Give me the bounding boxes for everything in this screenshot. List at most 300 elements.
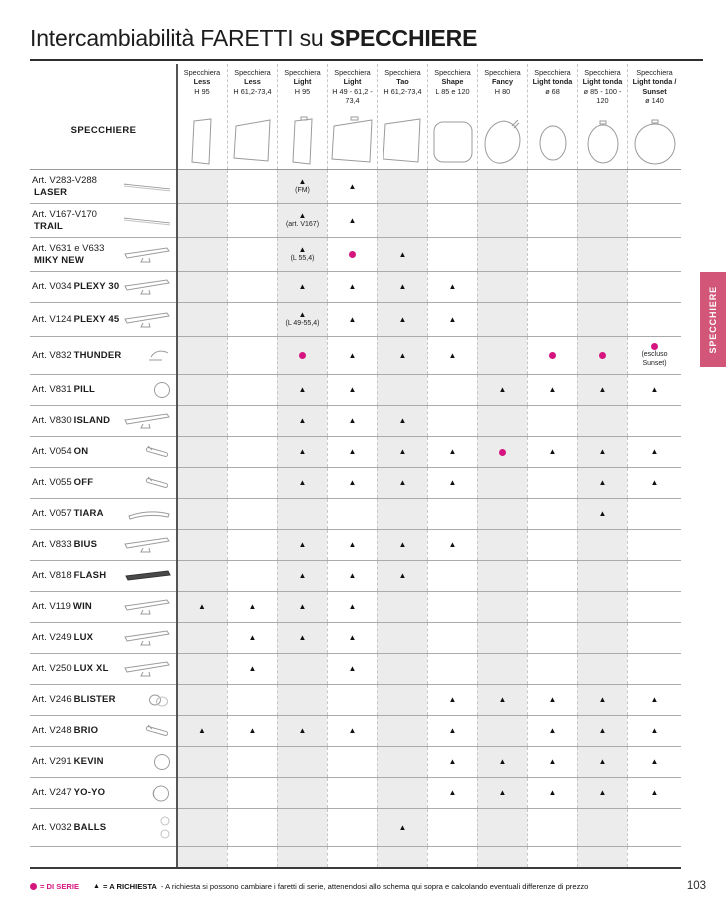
compat-cell [577, 204, 627, 237]
legend-note: - A richiesta si possono cambiare i faretti di serie, attenendosi allo schema qui sopra e calcolando eventuali differenze di prezzo [160, 881, 589, 891]
triangle-mark: ▲ [598, 757, 607, 766]
compat-cell [527, 406, 577, 436]
dot-mark [549, 352, 556, 359]
product-icon [123, 721, 177, 741]
compat-cell [177, 747, 227, 777]
compat-cell [627, 375, 681, 405]
compat-cell [177, 499, 227, 529]
row-label-text [30, 787, 123, 798]
mirror-shape-icon [478, 114, 527, 169]
table-row [30, 778, 681, 809]
row-product-name: TIARA [73, 508, 104, 520]
compat-cell [477, 747, 527, 777]
compat-cell [577, 847, 627, 867]
compat-cell [527, 685, 577, 715]
compat-cell [627, 654, 681, 684]
compat-cell [577, 809, 627, 846]
triangle-mark: ▲ [448, 726, 457, 735]
compat-cell [427, 809, 477, 846]
triangle-mark: ▲ [348, 478, 357, 487]
triangle-mark: ▲ [348, 726, 357, 735]
table-row [30, 623, 681, 654]
compat-cell [377, 847, 427, 867]
row-label-text [30, 725, 123, 736]
column-header [377, 64, 427, 169]
row-label-text [30, 663, 123, 674]
row-label [30, 592, 177, 622]
row-label-text [30, 601, 123, 612]
compat-cell [177, 303, 227, 336]
compat-cell [577, 685, 627, 715]
compat-cell [277, 685, 327, 715]
compat-cell [327, 303, 377, 336]
triangle-mark: ▲ [298, 176, 307, 186]
table-row [30, 530, 681, 561]
compat-cell [227, 778, 277, 808]
triangle-mark: ▲ [398, 478, 407, 487]
mirror-shape-icon [177, 114, 227, 169]
compat-cell [577, 623, 627, 653]
column-header [227, 64, 277, 169]
column-brand: Specchiera [534, 68, 571, 77]
product-icon [123, 753, 177, 771]
compat-cell [377, 747, 427, 777]
triangle-mark: ▲ [398, 249, 407, 259]
compat-cell [427, 654, 477, 684]
compat-cell [377, 468, 427, 498]
table-row [30, 375, 681, 406]
column-header [627, 64, 681, 169]
table-row [30, 499, 681, 530]
compat-cell [277, 561, 327, 591]
compat-cell [427, 406, 477, 436]
compat-cell [527, 623, 577, 653]
table-row [30, 685, 681, 716]
table-row [30, 747, 681, 778]
compat-cell [427, 204, 477, 237]
column-name: Light [343, 77, 362, 87]
compat-cell [377, 809, 427, 846]
column-title [628, 64, 681, 114]
compat-cell [527, 303, 577, 336]
triangle-mark: ▲ [298, 416, 307, 425]
triangle-mark: ▲ [398, 416, 407, 425]
triangle-mark: ▲ [650, 478, 659, 487]
row-label [30, 499, 177, 529]
compat-cell [477, 406, 527, 436]
compat-cell [427, 468, 477, 498]
legend-triangle-icon: ▲ [93, 882, 100, 890]
compat-cell [327, 654, 377, 684]
triangle-mark: ▲ [650, 757, 659, 766]
row-product-name: PLEXY 45 [73, 313, 120, 325]
compat-cell [527, 375, 577, 405]
row-label-text [30, 175, 123, 198]
row-product-name: LUX [73, 632, 94, 644]
compat-cell [377, 238, 427, 271]
compat-cell [177, 654, 227, 684]
row-label-text [30, 243, 123, 266]
compat-cell [227, 337, 277, 374]
row-product-name: BRIO [73, 725, 99, 737]
row-label-text [30, 350, 123, 361]
triangle-mark: ▲ [650, 385, 659, 394]
compat-cell [527, 337, 577, 374]
column-title [177, 64, 227, 114]
triangle-mark: ▲ [298, 633, 307, 642]
column-size: H 49 - 61,2 - 73,4 [332, 86, 373, 106]
mirror-shape-icon [328, 114, 377, 169]
row-product-name: TRAIL [34, 220, 63, 232]
row-label-text [30, 508, 123, 519]
compat-cell [477, 303, 527, 336]
table-row [30, 592, 681, 623]
row-label-text [30, 632, 123, 643]
compat-cell [277, 809, 327, 846]
compat-cell [477, 468, 527, 498]
row-label-text [30, 415, 123, 426]
compat-cell [477, 592, 527, 622]
row-label-text [30, 570, 123, 581]
mirror-shape-icon [628, 114, 681, 169]
row-label [30, 530, 177, 560]
row-product-name: LASER [34, 186, 68, 198]
compat-cell [227, 437, 277, 467]
mirror-shape-icon [228, 114, 277, 169]
compat-cell [177, 847, 227, 867]
column-size: H 95 [194, 86, 210, 96]
row-art-number: Art. V291 [32, 756, 72, 768]
triangle-mark: ▲ [650, 447, 659, 456]
compat-cell [577, 238, 627, 271]
triangle-mark: ▲ [298, 210, 307, 220]
compat-cell [627, 778, 681, 808]
compat-cell [227, 561, 277, 591]
compat-cell [277, 375, 327, 405]
product-icon [123, 785, 177, 802]
compat-cell [527, 204, 577, 237]
compat-cell [477, 685, 527, 715]
compat-cell [427, 272, 477, 302]
triangle-mark: ▲ [398, 314, 407, 324]
compat-cell [377, 654, 427, 684]
table-row [30, 303, 681, 337]
compat-cell [227, 747, 277, 777]
compat-cell [627, 272, 681, 302]
column-brand: Specchiera [284, 68, 321, 77]
compat-cell [377, 499, 427, 529]
compat-cell [377, 303, 427, 336]
row-label-text [30, 446, 123, 457]
compat-cell [327, 204, 377, 237]
mirror-shape-icon [378, 114, 427, 169]
compat-cell [327, 809, 377, 846]
triangle-mark: ▲ [498, 385, 507, 394]
compat-cell [577, 778, 627, 808]
compat-cell [627, 303, 681, 336]
triangle-mark: ▲ [398, 350, 407, 360]
compat-cell [227, 499, 277, 529]
compat-cell [277, 499, 327, 529]
row-label [30, 303, 177, 336]
triangle-mark: ▲ [448, 447, 457, 456]
empty-row [30, 847, 681, 867]
compat-cell [427, 623, 477, 653]
triangle-mark: ▲ [598, 695, 607, 704]
compat-cell [377, 623, 427, 653]
compat-cell [277, 337, 327, 374]
product-icon [123, 442, 177, 462]
compat-cell [427, 238, 477, 271]
compat-cell [227, 468, 277, 498]
compat-cell [527, 170, 577, 203]
column-header [177, 64, 227, 169]
compat-cell [277, 204, 327, 237]
compat-cell [177, 592, 227, 622]
compat-cell [477, 809, 527, 846]
column-title [428, 64, 477, 114]
compat-cell [577, 747, 627, 777]
column-name: Light tonda / Sunset [632, 77, 677, 96]
column-brand: Specchiera [384, 68, 421, 77]
cell-note: (art. V167) [285, 220, 320, 228]
triangle-mark: ▲ [198, 602, 206, 611]
compat-cell [277, 406, 327, 436]
compat-cell [627, 847, 681, 867]
row-art-number: Art. V034 [32, 281, 72, 293]
compat-cell [527, 272, 577, 302]
page-title-bold: SPECCHIERE [329, 25, 478, 51]
compat-cell [327, 561, 377, 591]
compat-cell [577, 272, 627, 302]
table-row [30, 716, 681, 747]
compat-cell [627, 561, 681, 591]
compat-cell [377, 337, 427, 374]
row-label [30, 468, 177, 498]
compat-cell [277, 747, 327, 777]
column-brand: Specchiera [334, 68, 371, 77]
column-size: H 80 [494, 86, 511, 96]
compat-cell [527, 809, 577, 846]
compat-cell [227, 375, 277, 405]
table-row [30, 204, 681, 238]
table-row [30, 561, 681, 592]
compat-cell [227, 204, 277, 237]
row-product-name: PILL [73, 384, 95, 396]
column-name: Tao [396, 77, 409, 87]
row-label [30, 623, 177, 653]
compat-cell [177, 561, 227, 591]
compat-cell [177, 375, 227, 405]
compat-cell [277, 170, 327, 203]
triangle-mark: ▲ [348, 416, 357, 425]
row-product-name: WIN [72, 601, 92, 613]
compat-cell [477, 561, 527, 591]
mirror-shape-icon [428, 114, 477, 169]
compat-cell [627, 406, 681, 436]
triangle-mark: ▲ [598, 385, 607, 394]
triangle-mark: ▲ [348, 447, 357, 456]
compat-cell [277, 303, 327, 336]
column-header [277, 64, 327, 169]
triangle-mark: ▲ [298, 282, 307, 291]
compat-cell [477, 847, 527, 867]
triangle-mark: ▲ [348, 282, 357, 291]
triangle-mark: ▲ [548, 757, 557, 766]
triangle-mark: ▲ [598, 478, 607, 487]
compat-cell [627, 468, 681, 498]
compat-cell [177, 623, 227, 653]
row-art-number: Art. V833 [32, 539, 72, 551]
column-title [578, 64, 627, 114]
cell-note: (FM) [295, 186, 310, 194]
row-product-name: BLISTER [73, 694, 116, 706]
triangle-mark: ▲ [348, 181, 357, 191]
triangle-mark: ▲ [298, 309, 307, 319]
compat-cell [577, 337, 627, 374]
row-art-number: Art. V831 [32, 384, 72, 396]
compat-cell [377, 406, 427, 436]
compat-cell [377, 592, 427, 622]
compat-cell [227, 530, 277, 560]
compat-cell [427, 778, 477, 808]
triangle-mark: ▲ [598, 788, 607, 797]
compat-cell [477, 716, 527, 746]
triangle-mark: ▲ [498, 757, 507, 766]
column-brand: Specchiera [434, 68, 471, 77]
compat-cell [177, 272, 227, 302]
compat-cell [277, 592, 327, 622]
compat-cell [177, 437, 227, 467]
triangle-mark: ▲ [548, 695, 557, 704]
product-icon [123, 348, 177, 363]
compat-cell [377, 685, 427, 715]
compat-cell [427, 561, 477, 591]
row-art-number: Art. V832 [32, 349, 72, 361]
compat-cell [477, 272, 527, 302]
compat-cell [177, 530, 227, 560]
product-icon [123, 473, 177, 493]
side-tab-label: SPECCHIERE [708, 285, 718, 354]
column-name: Fancy [491, 77, 514, 87]
column-title [278, 64, 327, 114]
dot-mark [651, 343, 658, 350]
compat-cell [627, 716, 681, 746]
page-number: 103 [686, 880, 706, 892]
column-name: Shape [441, 77, 464, 87]
product-icon [123, 537, 177, 553]
row-label [30, 204, 177, 237]
triangle-mark: ▲ [348, 664, 357, 673]
row-art-number: Art. V818 [32, 570, 72, 582]
product-icon [123, 630, 177, 646]
compat-cell [527, 747, 577, 777]
triangle-mark: ▲ [548, 385, 557, 394]
row-label [30, 747, 177, 777]
row-art-number: Art. V830 [32, 415, 72, 427]
compat-cell [227, 272, 277, 302]
column-title [528, 64, 577, 114]
column-size: ø 140 [645, 96, 664, 106]
compat-cell [477, 238, 527, 271]
triangle-mark: ▲ [448, 757, 457, 766]
triangle-mark: ▲ [398, 282, 407, 291]
product-icon [123, 181, 177, 193]
compat-cell [527, 847, 577, 867]
column-size: L 85 e 120 [435, 86, 470, 96]
compat-cell [227, 238, 277, 271]
row-label [30, 561, 177, 591]
row-label [30, 809, 177, 846]
compat-cell [477, 204, 527, 237]
mirror-shape-icon [528, 114, 577, 169]
row-product-name: BALLS [73, 821, 107, 833]
row-label [30, 238, 177, 271]
column-title [328, 64, 377, 114]
triangle-mark: ▲ [198, 726, 206, 735]
row-art-number: Art. V246 [32, 694, 72, 706]
compat-cell [577, 716, 627, 746]
compat-cell [377, 272, 427, 302]
legend-dot-label: = DI SERIE [40, 881, 80, 891]
compat-cell [177, 685, 227, 715]
triangle-mark: ▲ [548, 447, 557, 456]
triangle-mark: ▲ [448, 282, 457, 291]
row-product-name: ON [73, 446, 89, 458]
row-art-number: Art. V124 [32, 313, 72, 325]
table-row [30, 272, 681, 303]
cell-note: (escluso Sunset) [641, 351, 668, 367]
compat-cell [577, 375, 627, 405]
compat-cell [227, 716, 277, 746]
triangle-mark: ▲ [598, 509, 607, 518]
specchiere-side-tab [700, 272, 726, 367]
compat-cell [627, 204, 681, 237]
triangle-mark: ▲ [348, 633, 357, 642]
triangle-mark: ▲ [298, 540, 307, 549]
row-product-name: MIKY NEW [34, 254, 84, 266]
column-size: ø 68 [545, 86, 560, 96]
compat-cell [427, 170, 477, 203]
compat-cell [227, 623, 277, 653]
row-label [30, 406, 177, 436]
row-label-text [30, 822, 123, 833]
column-name: Light [293, 77, 312, 87]
cell-note: (L 49-55,4) [285, 319, 320, 327]
compat-cell [177, 238, 227, 271]
column-name: Less [193, 77, 211, 87]
compat-cell [527, 592, 577, 622]
compat-cell [277, 272, 327, 302]
compat-cell [377, 530, 427, 560]
compat-cell [377, 204, 427, 237]
triangle-mark: ▲ [348, 215, 357, 225]
compat-cell [277, 238, 327, 271]
compat-cell [627, 623, 681, 653]
triangle-mark: ▲ [398, 571, 407, 580]
product-icon [123, 279, 177, 295]
table-row [30, 468, 681, 499]
row-product-name: PLEXY 30 [73, 281, 120, 293]
row-product-name: LUX XL [73, 663, 109, 675]
column-header [477, 64, 527, 169]
title-divider [30, 59, 703, 61]
triangle-mark: ▲ [548, 788, 557, 797]
compat-cell [577, 499, 627, 529]
compat-cell [627, 238, 681, 271]
dot-mark [299, 352, 306, 359]
compat-cell [177, 468, 227, 498]
